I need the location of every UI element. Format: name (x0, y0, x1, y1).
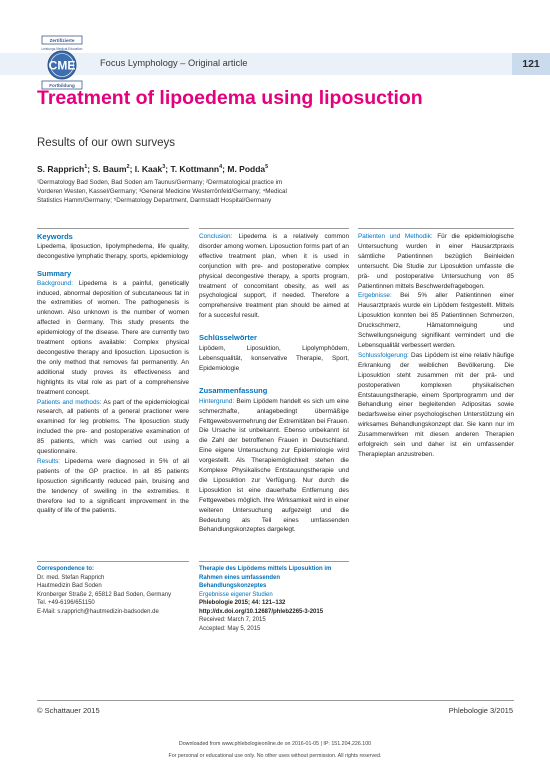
summary-methods (37, 398, 189, 457)
page-number: 121 (512, 53, 550, 75)
info-rule (199, 561, 349, 562)
label: Patienten und Methodik: (358, 233, 433, 240)
article-title: Treatment of lipoedema using liposuction (37, 87, 423, 109)
zf-ergebnisse (358, 291, 514, 350)
text: Lipedema is a relatively common disorder among women. Liposuction forms part of an effective treatment plan, when it is used in conjunction with pre- and postoperative complex physical decongestive therapy, a sports program, treatment of concomitant obesity, as well as psychological support, if needed. Therefore a comprehensive treatment plan should be aimed at for a succesful result. (199, 233, 350, 320)
copyright: © Schattauer 2015 (37, 706, 100, 715)
info-rule (37, 561, 189, 562)
zf-schluss (358, 351, 514, 460)
zf-hintergrund (199, 397, 349, 536)
correspondence-line: Tel. +49-6196/651150 (37, 600, 95, 606)
author-sup: 1 (84, 164, 88, 171)
summary-results (37, 457, 189, 516)
article-subtitle: Results of our own surveys (37, 137, 176, 149)
correspondence-line: Dr. med. Stefan Rapprich (37, 574, 105, 581)
german-subtitle: Ergebnisse eigener Studien (199, 591, 273, 598)
text: Beim Lipödem handelt es sich um eine schmerzhafte, anlagebedingt übermäßige Fettgewebsvermehrung der Extremitäten bei Frauen. Die Ursache ist unbekannt. Ebenso unbekannt ist die Zahl der betroffenen Frauen in Deutschland. Eine eigene Untersuchung zur Epidemiologie wird vorgestellt. Als Therapiemöglichkeit stehen die Komplexe Physikalische Entstauungstherapie und die Liposuktion zur Verfügung. Nur durch die Liposuktion ist eine dauerhafte Entfernung des Fettgewebes möglich. Ihre Wirksamkeit wird in einer weiteren Untersuchung aufgezeigt und die Bedeutung als Teil eines umfassenden Behandlungskonzeptes dargelegt. (199, 397, 349, 534)
label: Results: (37, 457, 61, 465)
text: Lipedema were diagnosed in 5% of all patients of the GP practice. In all 85 patients liposuction significantly reduced pain, bruising and the tendency of swelling in the extremities. It therefore led to a significant improvement in the quality of life of the patients. (37, 457, 189, 515)
author: T. Kottmann (170, 164, 220, 174)
column-1 (37, 232, 189, 516)
german-title: Therapie des Lipödems mittels Liposuktion im Rahmen eines umfassenden Behandlungskonzeptes (199, 566, 332, 589)
author-sup: 5 (265, 164, 269, 171)
author-sup: 3 (162, 164, 166, 171)
author: M. Podda (227, 164, 266, 174)
citation-block (199, 565, 349, 633)
column-rule (37, 228, 189, 229)
badge-bottom-text: Fortbildung (49, 83, 75, 89)
label: Conclusion: (199, 233, 233, 240)
column-2 (199, 232, 349, 535)
text: As part of the epidemiological research, all patients of a general practioner were examined for leg problems. The liposuction study included the pre- and postoperative examination of 85 patients, which was carried out using a questionnaire. (37, 398, 189, 456)
keywords-heading: Keywords (37, 232, 73, 241)
doi-link[interactable]: http://dx.doi.org/10.12687/phleb2265-3-2015 (199, 608, 324, 615)
author: I. Kaak (134, 164, 163, 174)
journal-citation: Phlebologie 2015; 44: 121–132 (199, 600, 286, 606)
badge-top-text: Zertifizierte (49, 38, 75, 44)
column-rule (358, 228, 514, 229)
usage-notice: For personal or educational use only. No other uses without permission. All rights reserved. (168, 753, 382, 759)
author-sup: 4 (219, 164, 223, 171)
text: Lipedema is a painful, genetically induced, abnormal deposition of subcutaneous fat in the extremities of women. The pathogenesis is unknown. Also unknown is the number of women affected in Germany. This study presents the epidemiology of the disease. There are currently two treatment options available: Complex physical decongestive therapy and liposuction. Liposuction is the only method that removes fat permanently. An additional study proves its effectiveness and highlights its vital role as part of a comprehensive treatment concept. (37, 279, 189, 396)
label: Hintergrund: (199, 397, 235, 405)
text: Das Lipödem ist eine relativ häufige Erkrankung der weiblichen Bevölkerung. Die Liposuktion steht zusammen mit der prä- und postoperativen komplexen physikalischen Entstauungstherapie, einem Sportprogramm und der Behandlung einer begleitenden Adipositas sowie bedarfsweise einer psychologischen Unterstützung ein wirksames Behandlungskonzept dar. Sie kann nur im Zusammenwirken mit diesen anderen Therapien erfolgreich sein und daher ist ein umfassender Therapieplan anzustreben. (358, 351, 514, 458)
label: Schlussfolgerung: (358, 351, 409, 359)
affiliations: ¹Dermatology Bad Soden, Bad Soden am Taunus/Germany; ²Dermatological practice im Vorderen Westen, Kassel/Germany; ³General Medicine Westerrönfeld/Germany; ⁴Medical Statistics Hamm/Germany; ⁵Dermatology Department, Darmstadt Hospital/Germany (37, 179, 287, 204)
author: S. Rapprich (37, 164, 85, 174)
summary-background (37, 279, 189, 398)
text: Für die epidemiologische Untersuchung wurden in einer Hausarztpraxis sämtliche Patientinnen bezüglich Beinleiden untersucht. Die Studie zur Liposuktion umfasste die prä- und postoperative Untersuchung von 85 Patientinnen mittels Beschwerdefragebogen. (358, 233, 514, 290)
schluesselwoerter-text: Lipödem, Liposuktion, Lipolymphödem, Lebensqualität, konservative Therapie, Sport, Epidemiologie (199, 345, 349, 372)
correspondence-line: Kronberger Straße 2, 65812 Bad Soden, Germany (37, 591, 172, 598)
keywords-text: Lipedema, liposuction, lipolymphedema, life quality, decongestive lymphatic therapy, sports, epidemiology (37, 242, 189, 260)
column-3 (358, 232, 514, 460)
footer-rule (37, 700, 514, 701)
correspondence-heading: Correspondence to: (37, 566, 95, 572)
label: Ergebnisse: (358, 292, 392, 300)
journal-issue: Phlebologie 3/2015 (448, 706, 513, 715)
author-sup: 2 (126, 164, 130, 171)
summary-conclusion (199, 232, 349, 321)
column-rule (199, 228, 349, 229)
download-notice: Downloaded from www.phlebologieonline.de on 2016-01-05 | IP: 151.204.226.100 (178, 741, 372, 747)
correspondence-block (37, 565, 189, 616)
author-list: S. Rapprich$^1$; S. Baum$^2$; I. Kaak$^3$; T. Kottmann$^4$; M. Podda$^5$ (37, 164, 269, 174)
accepted-date: Accepted: May 5, 2015 (199, 625, 261, 632)
cme-badge (37, 35, 87, 93)
correspondence-line: Hautmedizin Bad Soden (37, 583, 102, 589)
received-date: Received: March 7, 2015 (199, 617, 266, 623)
author: S. Baum (92, 164, 127, 174)
zusammenfassung-heading: Zusammenfassung (199, 385, 268, 395)
text: Bei 5% aller Patientinnen einer Hausarztpraxis wurde ein Lipödem festgestellt. Mittels Liposuktion konnten bei 85 Patientinnen Schmerzen, Druckschmerz, Hämatomneigung und Schwellungsneigung signifikant vermindert und die Lebensqualität verbessert werden. (358, 292, 514, 349)
section-label: Focus Lymphology – Original article (100, 58, 248, 68)
schluesselwoerter-heading: Schlüsselwörter (199, 333, 257, 343)
label: Background: (37, 279, 73, 287)
badge-cme-text: CME (48, 58, 76, 73)
badge-middle-text: Leistungs-Medical-Education (41, 46, 83, 51)
summary-heading: Summary (37, 268, 72, 278)
correspondence-email[interactable]: E-Mail: s.rapprich@hautmedizin-badsoden.de (37, 608, 159, 615)
zf-methodik (358, 232, 514, 291)
label: Patients and methods: (37, 398, 102, 406)
